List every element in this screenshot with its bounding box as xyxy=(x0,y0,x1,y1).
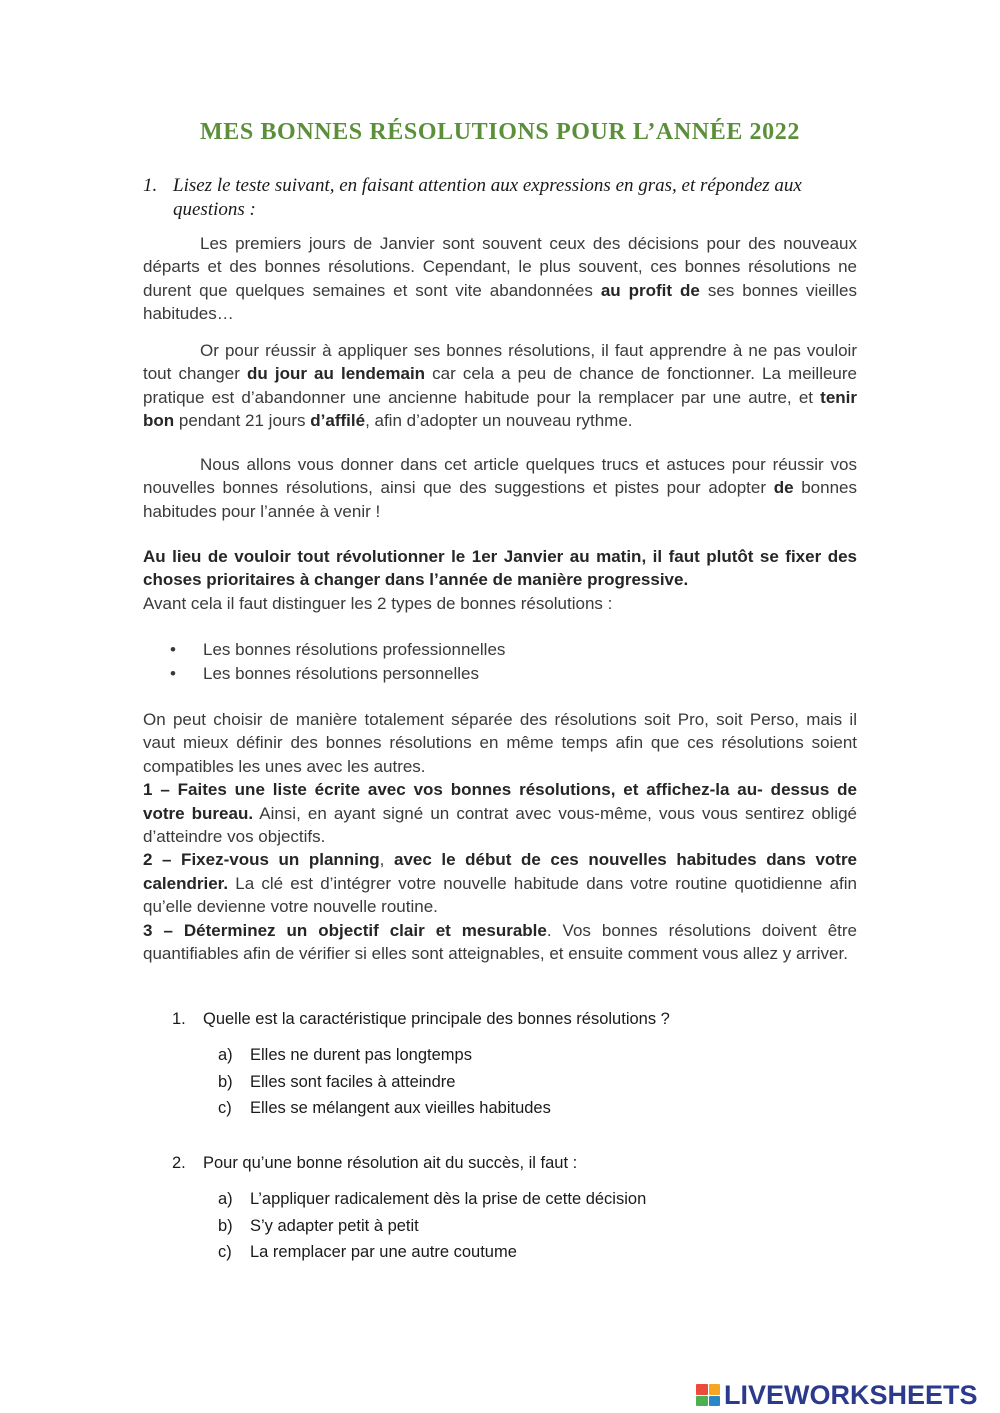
paragraph-5: On peut choisir de manière totalement séparée des résolutions soit Pro, soit Perso, mais il vaut mieux définir des bonnes résolutions en même temps afin que ces résolutions soient compatibles les unes avec les autres. xyxy=(143,710,857,776)
paragraph-4-text: Avant cela il faut distinguer les 2 types de bonnes résolutions : xyxy=(143,593,613,613)
paragraph-1-text-2: ses bonnes vieilles habitudes… xyxy=(143,280,857,324)
question-1-number: 1. xyxy=(172,1010,186,1028)
option-c[interactable] xyxy=(218,1095,551,1122)
option-b[interactable] xyxy=(218,1213,646,1240)
tips-section xyxy=(143,708,857,965)
option-text: L’appliquer radicalement dès la prise de cette décision xyxy=(250,1190,647,1208)
paragraph-2-bold-1: du jour au lendemain xyxy=(246,364,426,384)
paragraph-4-bold: Au lieu de vouloir tout révolutionner le 1er Janvier au matin, il faut plutôt se fixer des choses prioritaires à changer dans l’année de manière progressive. xyxy=(143,547,857,590)
paragraph-2-text-4: , afin d’adopter un nouveau rythme. xyxy=(365,411,633,431)
list-item: • Les bonnes résolutions personnelles xyxy=(170,662,505,686)
question-1-text: Quelle est la caractéristique principale des bonnes résolutions ? xyxy=(203,1010,670,1028)
liveworksheets-logo[interactable] xyxy=(696,1380,978,1410)
paragraph-3 xyxy=(143,453,857,523)
paragraph-3-text-1: Nous allons vous donner dans cet article quelques trucs et astuces pour réussir vos nouvelles bonnes résolutions, ainsi que des suggestions et pistes pour adopter xyxy=(143,455,857,498)
option-label: c) xyxy=(218,1099,232,1117)
tip-3-bold: 3 – Déterminez un objectif clair et mesurable xyxy=(143,920,547,940)
instruction xyxy=(143,174,863,222)
option-label: b) xyxy=(218,1072,233,1091)
paragraph-1-text-1: Les premiers jours de Janvier sont souvent ceux des décisions pour des nouveaux départs et des bonnes résolutions. Cependant, le plus souvent, ces bonnes résolutions ne durent que quelques semaines et sont vite abandonnées xyxy=(143,234,857,300)
paragraph-3-text-2: bonnes habitudes pour l’année à venir ! xyxy=(143,478,857,521)
question-2-number: 2. xyxy=(172,1154,186,1172)
question-2 xyxy=(172,1152,577,1174)
logo-square-icon xyxy=(696,1384,708,1395)
resolution-types-list xyxy=(170,638,505,686)
liveworksheets-logo-icon xyxy=(696,1384,720,1406)
option-text: S’y adapter petit à petit xyxy=(250,1216,419,1235)
paragraph-4 xyxy=(143,545,857,615)
option-text: Elles sont faciles à atteindre xyxy=(250,1072,456,1091)
option-b[interactable] xyxy=(218,1069,551,1096)
paragraph-1-bold-1: au profit de xyxy=(600,280,700,300)
tip-2 xyxy=(143,848,857,918)
instruction-number: 1. xyxy=(143,175,158,196)
option-a[interactable] xyxy=(218,1042,551,1069)
option-text: Elles se mélangent aux vieilles habitudes xyxy=(250,1099,551,1117)
tip-3-text: . Vos bonnes résolutions doivent être quantifiables afin de vérifier si elles sont atteignables, et ensuite comment vous allez y arriver. xyxy=(143,920,857,964)
tip-2-bold-2: avec le début de ces nouvelles habitudes dans votre calendrier. xyxy=(143,850,858,893)
tip-1-text: Ainsi, en ayant signé un contrat avec vous-même, vous vous sentirez obligé d’atteindre vos objectifs. xyxy=(143,803,857,847)
logo-square-icon xyxy=(709,1396,721,1407)
option-a[interactable] xyxy=(218,1186,646,1213)
tip-2-bold-1: 2 – Fixez-vous un planning xyxy=(143,850,380,870)
tip-2-text-1: , xyxy=(379,850,394,870)
logo-square-icon xyxy=(696,1396,708,1407)
question-2-text: Pour qu’une bonne résolution ait du succès, il faut : xyxy=(203,1154,578,1172)
option-label: a) xyxy=(218,1190,233,1208)
question-1 xyxy=(172,1008,670,1030)
paragraph-2-text-2: car cela a peu de chance de fonctionner. La meilleure pratique est d’abandonner une ancienne habitude pour la remplacer par une autre, et xyxy=(143,364,858,407)
tip-3 xyxy=(143,919,857,966)
tip-1 xyxy=(143,778,857,848)
option-text: La remplacer par une autre coutume xyxy=(250,1243,517,1261)
page-title: MES BONNES RÉSOLUTIONS POUR L’ANNÉE 2022 xyxy=(200,119,800,145)
paragraph-2-text-1: Or pour réussir à appliquer ses bonnes résolutions, il faut apprendre à ne pas vouloir tout changer xyxy=(143,341,857,384)
paragraph-2-text-3: pendant 21 jours xyxy=(174,411,311,431)
logo-text: LIVEWORKSHEETS xyxy=(724,1379,978,1410)
tip-1-bold: 1 – Faites une liste écrite avec vos bonnes résolutions, et affichez-la au- dessus de votre bureau. xyxy=(143,780,857,823)
list-item: • Les bonnes résolutions professionnelles xyxy=(170,638,505,662)
option-label: b) xyxy=(218,1216,233,1235)
instruction-text: Lisez le teste suivant, en faisant attention aux expressions en gras, et répondez aux questions : xyxy=(173,175,802,220)
paragraph-1 xyxy=(143,232,857,326)
question-2-options xyxy=(218,1186,646,1266)
tip-2-text-2: La clé est d’intégrer votre nouvelle habitude dans votre routine quotidienne afin qu’elle devienne votre nouvelle routine. xyxy=(143,873,857,917)
option-text: Elles ne durent pas longtemps xyxy=(250,1046,472,1064)
option-c[interactable] xyxy=(218,1239,646,1266)
logo-square-icon xyxy=(709,1384,721,1395)
paragraph-2-bold-3: d’affilé xyxy=(310,411,366,431)
paragraph-2-bold-2: tenir bon xyxy=(143,387,857,431)
paragraph-3-bold-1: de xyxy=(773,478,794,498)
option-label: c) xyxy=(218,1243,232,1261)
paragraph-2 xyxy=(143,339,857,433)
option-label: a) xyxy=(218,1046,233,1064)
question-1-options xyxy=(218,1042,551,1122)
